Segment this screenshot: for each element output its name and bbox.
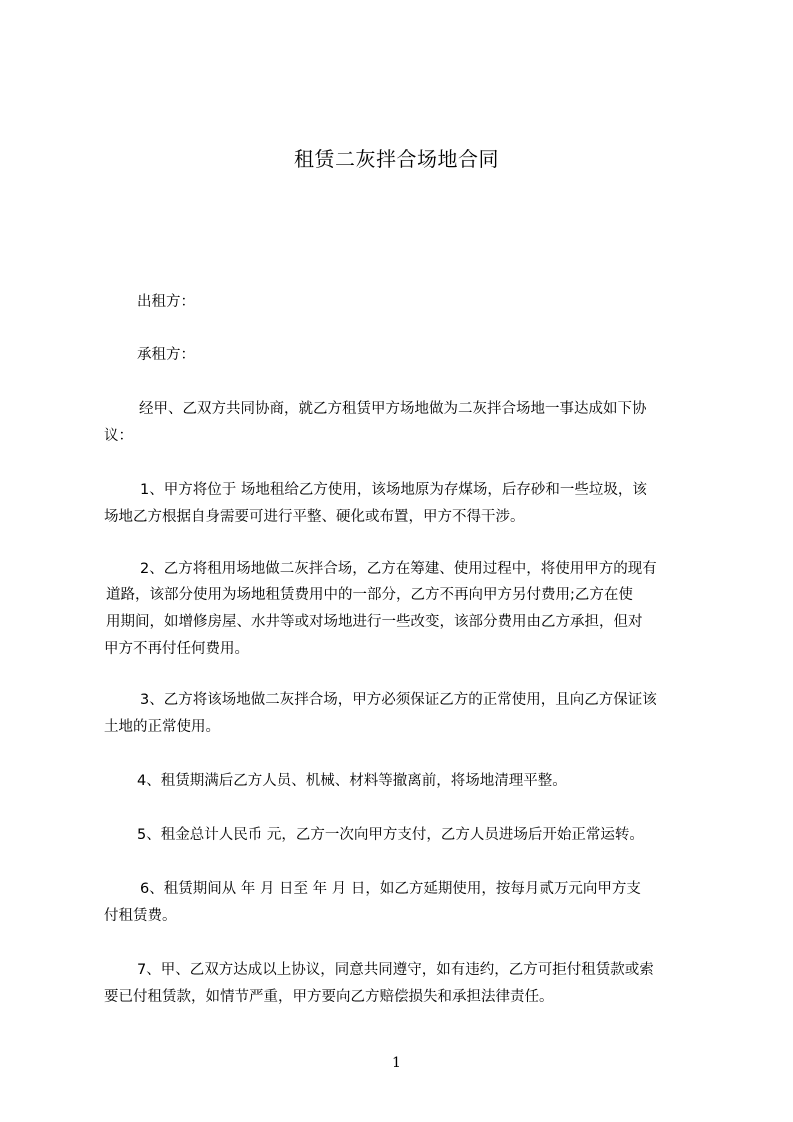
clause-2-line: 道路，该部分使用为场地租赁费用中的一部分，乙方不再向甲方另付费用;乙方在使 — [106, 587, 633, 603]
clause-4-line: 4、租赁期满后乙方人员、机械、材料等撤离前，将场地清理平整。 — [137, 773, 567, 789]
clause-3-line: 土地的正常使用。 — [104, 719, 220, 735]
clause-1-line: 1、甲方将位于 场地租给乙方使用，该场地原为存煤场，后存砂和一些垃圾，该 — [140, 482, 647, 498]
lessor-label: 出租方： — [137, 294, 195, 310]
document-title: 租赁二灰拌合场地合同 — [294, 147, 499, 171]
clause-1-line: 场地乙方根据自身需要可进行平整、硬化或布置，甲方不得干涉。 — [104, 509, 525, 525]
clause-5-line: 5、租金总计人民币 元，乙方一次向甲方支付，乙方人员进场后开始正常运转。 — [137, 827, 644, 843]
clause-6-line: 付租赁费。 — [104, 908, 177, 924]
clause-2-line: 2、乙方将租用场地做二灰拌合场，乙方在筹建、使用过程中，将使用甲方的现有 — [140, 561, 657, 577]
clause-7-line: 7、甲、乙双方达成以上协议，同意共同遵守，如有违约，乙方可拒付租赁款或索 — [137, 962, 654, 978]
clause-2-line: 用期间，如增修房屋、水井等或对场地进行一些改变，该部分费用由乙方承担，但对 — [106, 614, 643, 630]
clause-6-line: 6、租赁期间从 年 月 日至 年 月 日，如乙方延期使用，按每月贰万元向甲方支 — [140, 881, 641, 897]
page-number: 1 — [392, 1055, 401, 1071]
clause-2-line: 甲方不再付任何费用。 — [104, 641, 249, 657]
preamble-line: 经甲、乙双方共同协商，就乙方租赁甲方场地做为二灰拌合场地一事达成如下协 — [139, 401, 647, 417]
lessee-label: 承租方： — [137, 347, 195, 363]
preamble-line: 议： — [104, 428, 133, 444]
clause-7-line: 要已付租赁款，如情节严重，甲方要向乙方赔偿损失和承担法律责任。 — [104, 989, 554, 1005]
clause-3-line: 3、乙方将该场地做二灰拌合场，甲方必须保证乙方的正常使用，且向乙方保证该 — [140, 692, 657, 708]
